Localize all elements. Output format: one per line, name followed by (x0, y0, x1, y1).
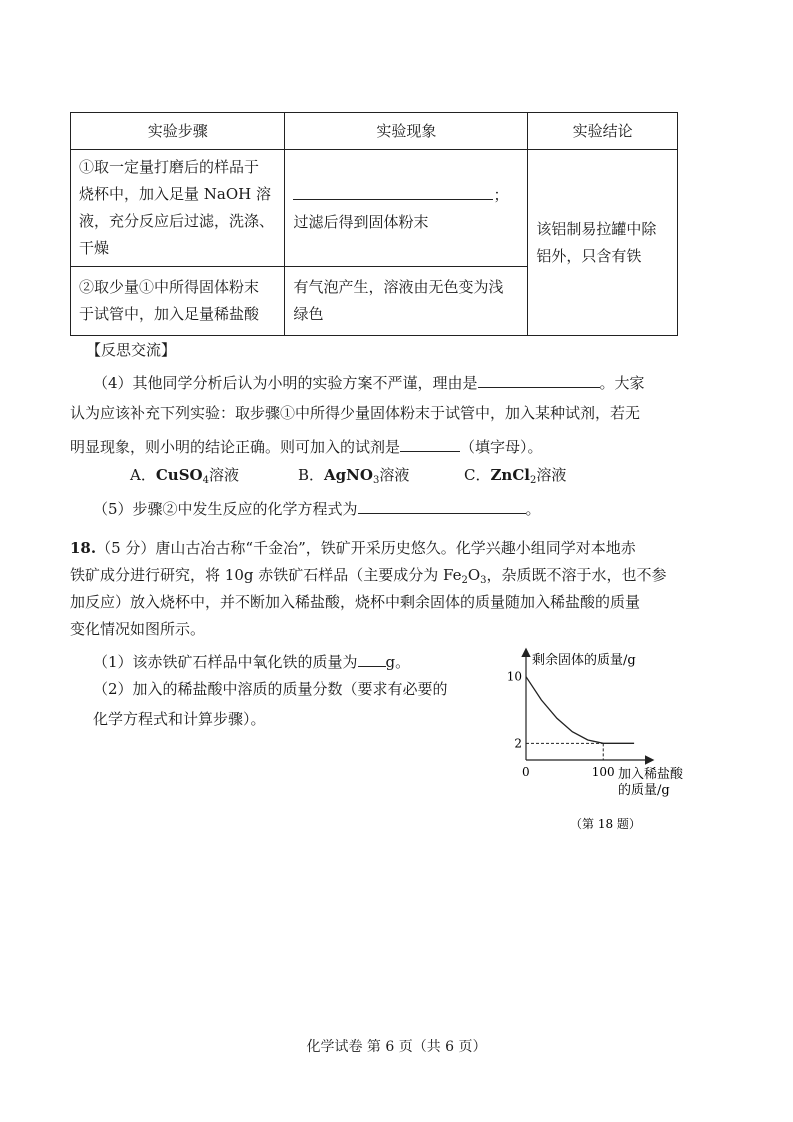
row2-step (71, 267, 285, 336)
x-axis-label-line2: 的质量/g (618, 783, 670, 798)
q18-sub2-line1: （2）加入的稀盐酸中溶质的质量分数（要求有必要的 (93, 680, 448, 698)
header-conclusion: 实验结论 (528, 113, 678, 150)
q4-text: 。大家 (599, 374, 645, 392)
option-a (130, 463, 239, 493)
option-formula: CuSO (155, 466, 203, 484)
option-label: B． (298, 466, 325, 484)
row2-step-line: ②取少量①中所得固体粉末 (79, 278, 260, 296)
x-tick-label: 100 (591, 765, 615, 779)
table-row (71, 150, 678, 267)
row1-step-line: 干燥 (79, 239, 110, 257)
header-steps: 实验步骤 (71, 113, 285, 150)
q4-line3 (70, 433, 543, 459)
q4-line2: 认为应该补充下列实验：取步骤①中所得少量固体粉末于试管中，加入某种试剂，若无 (70, 404, 641, 422)
option-suffix: 溶液 (536, 466, 567, 484)
series-line (526, 677, 634, 744)
q4-line1 (93, 369, 645, 395)
answer-blank[interactable] (400, 433, 460, 452)
q18-text: （1）该赤铁矿石样品中氧化铁的质量为 (93, 653, 358, 671)
answer-blank[interactable] (358, 495, 526, 514)
row1-phenomenon (285, 150, 528, 267)
option-formula: ZnCl (490, 466, 530, 484)
row2-phenomenon-line: 绿色 (293, 305, 324, 323)
option-b (298, 463, 409, 493)
option-sub: 4 (202, 475, 209, 486)
y-tick-label: 2 (514, 736, 522, 751)
row1-phenomenon-line2: 过滤后得到固体粉末 (293, 212, 429, 231)
x-axis-label-line1: 加入稀盐酸 (618, 767, 684, 782)
table-header-row (71, 113, 678, 150)
chart-caption: （第 18 题） (570, 817, 641, 831)
conclusion-line: 该铝制易拉罐中除 (536, 219, 657, 238)
row1-phenomenon-line1 (293, 181, 519, 209)
q18-sub: 2 (461, 575, 468, 586)
option-suffix: 溶液 (208, 466, 239, 484)
header-phenomenon: 实验现象 (285, 113, 528, 150)
conclusion-line: 铝外，只含有铁 (536, 246, 642, 265)
option-sub: 2 (529, 475, 537, 486)
row1-step-line: 液，充分反应后过滤，洗涤、 (79, 212, 275, 230)
row2-phenomenon (285, 267, 528, 336)
q18-line4: 变化情况如图所示。 (70, 620, 206, 638)
q5-text: 。 (525, 500, 541, 518)
q18-text: O (467, 566, 481, 584)
reflection-title: 【反思交流】 (86, 341, 177, 359)
q18-line3: 加反应）放入烧杯中，并不断加入稀盐酸，烧杯中剩余固体的质量随加入稀盐酸的质量 (70, 593, 641, 611)
option-sub: 3 (372, 475, 380, 486)
q18-text: 铁矿成分进行研究，将 10g 赤铁矿石样品（主要成分为 Fe (70, 566, 462, 584)
q18-sub1 (93, 648, 410, 674)
answer-blank[interactable] (358, 648, 386, 667)
row1-step-line: ①取一定量打磨后的样品于 (79, 158, 260, 176)
row1-step-line: 烧杯中，加入足量 NaOH 溶 (79, 185, 271, 203)
q18-sub: 3 (480, 575, 487, 586)
q18-number: 18. (70, 539, 97, 557)
q4-text: 明显现象，则小明的结论正确。则可加入的试剂是 (70, 438, 401, 456)
answer-blank[interactable] (293, 181, 493, 200)
experiment-table (70, 112, 678, 336)
option-c (464, 463, 566, 493)
y-tick-label: 10 (506, 669, 522, 684)
q18-text: ，杂质既不溶于水，也不参 (486, 566, 667, 584)
row2-step-line: 于试管中，加入足量稀盐酸 (79, 305, 260, 323)
q18-text: g。 (385, 653, 411, 671)
q18-line1 (70, 536, 636, 560)
q5-line (93, 495, 541, 521)
q5-text: （5）步骤②中发生反应的化学方程式为 (93, 500, 358, 518)
option-label: A． (130, 466, 156, 484)
option-suffix: 溶液 (379, 466, 410, 484)
conclusion-cell (528, 150, 678, 336)
q18-text: （5 分）唐山古冶古称“千金冶”，铁矿开采历史悠久。化学兴趣小组同学对本地赤 (96, 539, 636, 557)
option-formula: AgNO (324, 466, 373, 484)
option-label: C． (464, 466, 491, 484)
row2-phenomenon-line: 有气泡产生，溶液由无色变为浅 (293, 278, 504, 296)
q18-sub2-line2: 化学方程式和计算步骤）。 (93, 710, 266, 728)
y-axis-label: 剩余固体的质量/g (532, 653, 636, 668)
row1-step (71, 150, 285, 267)
semicolon: ； (493, 185, 509, 204)
answer-blank[interactable] (478, 369, 600, 388)
origin-label: 0 (522, 765, 530, 779)
page-footer: 化学试卷 第 6 页（共 6 页） (306, 1039, 487, 1055)
q4-text: （填字母）。 (460, 438, 543, 456)
mass-chart (490, 640, 690, 840)
q4-text: （4）其他同学分析后认为小明的实验方案不严谨，理由是 (93, 374, 478, 392)
q18-line2 (70, 563, 667, 593)
